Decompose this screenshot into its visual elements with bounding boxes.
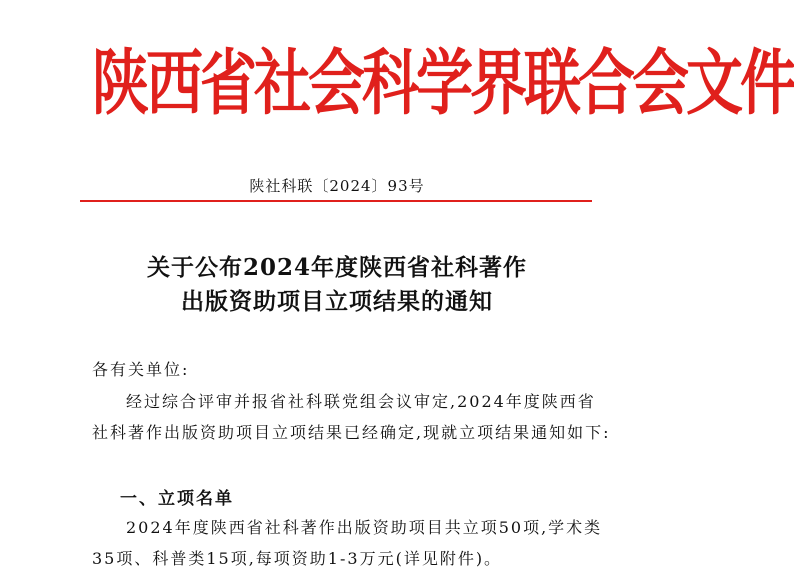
section-heading-list: 一、立项名单 [120,489,234,509]
body-paragraph-1: 经过综合评审并报省社科联党组会议审定,2024年度陕西省社科著作出版资助项目立项结果已经确定,现就立项结果通知如下: [92,392,611,442]
header-divider [80,200,592,202]
notice-title-line2: 出版资助项目立项结果的通知 [181,288,493,315]
document-number: 陕社科联〔2024〕93号 [249,177,425,195]
notice-title-line1: 关于公布2024年度陕西省社科著作 [146,254,527,281]
document-header-title: 陕西省社会科学界联合会文件 [92,41,794,125]
body-paragraph-2: 2024年度陕西省社科著作出版资助项目共立项50项,学术类35项、科普类15项,每项资助1-3万元(详见附件)。 [92,518,603,568]
salutation: 各有关单位: [92,360,190,379]
